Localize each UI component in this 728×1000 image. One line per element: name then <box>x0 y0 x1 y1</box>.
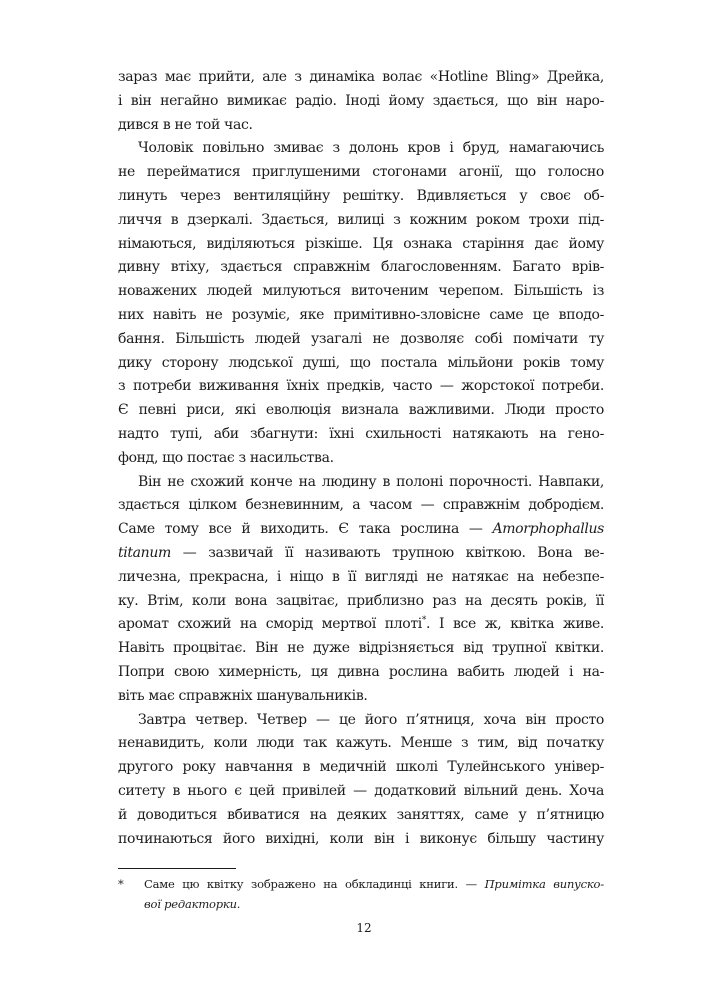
text-line: віть має справжніх шанувальників. <box>118 687 368 704</box>
text-line: ку. Втім, коли вона зацвітає, приблизно раз на десять років, її <box>118 592 604 609</box>
footnote-divider <box>118 868 236 869</box>
footnote-line <box>118 894 604 914</box>
plant-name-italic: titanum <box>118 544 171 561</box>
text-line: Він не схожий конче на людину в полоні порочності. Навпаки, <box>138 473 604 490</box>
body-text <box>118 66 604 851</box>
text-line: здається цілком безневинним, а часом — справжнім добродієм. <box>118 497 604 514</box>
text-line: линуть через вентиляційну решітку. Вдивляється у своє об- <box>118 187 604 204</box>
text-line: з потреби виживання їхніх предків, часто — жорстокої потреби. <box>118 378 604 395</box>
footnote-attribution: вої редакторки. <box>144 897 241 911</box>
text-line: дику сторону людської душі, що постала мільйони років тому <box>118 354 604 371</box>
text-line: зараз має прийти, але з динаміка волає «Hotline Bling» Дрейка, <box>118 69 604 85</box>
text-line: Чоловік повільно змиває з долонь кров і бруд, намагаючись <box>138 140 604 157</box>
text-line <box>118 542 604 566</box>
text-line: личчя в дзеркалі. Здається, вилиці з кожним роком трохи під- <box>118 211 604 228</box>
text-segment: — зазвичай її називають трупною квіткою. Вона ве- <box>182 544 604 561</box>
text-line: і він негайно вимикає радіо. Іноді йому здається, що він наро- <box>118 92 604 109</box>
text-line: починаються його вихідні, коли він і виконує більшу частину <box>118 830 604 847</box>
text-segment: аромат схожий на сморід мертвої плоті <box>118 616 422 633</box>
text-line: личезна, прекрасна, і ніщо в її вигляді не натякає на небезпе- <box>118 568 604 585</box>
text-line: новажених людей милуються виточеним черепом. Більшість із <box>118 283 604 300</box>
text-line: бання. Більшість людей узагалі не дозволяє собі помічати ту <box>118 330 604 347</box>
text-line: другого року навчання в медичній школі Тулейнського універ- <box>118 759 604 776</box>
text-line: дився в не той час. <box>118 116 253 133</box>
text-segment: . І все ж, квітка живе. <box>426 616 604 633</box>
text-line: фонд, що постає з насильства. <box>118 449 334 466</box>
footnote-text: Саме цю квітку зображено на обкладинці книги. — <box>144 877 477 891</box>
footnote-attribution: Примітка випуско- <box>484 877 604 891</box>
text-line: Попри свою химерність, ця дивна рослина вабить людей і на- <box>118 663 604 680</box>
text-line: Є певні риси, які еволюція визнала важливими. Люди просто <box>118 402 604 419</box>
text-line: дивну втіху, здається справжнім благословенням. Багато врів- <box>118 259 604 276</box>
text-line: Завтра четвер. Четвер — це його п’ятниця, хоча він просто <box>138 711 604 728</box>
text-line <box>118 518 604 542</box>
text-line: німаються, виділяються різкіше. Ця ознака старіння дає йому <box>118 235 604 252</box>
footnote-reference[interactable]: * <box>421 615 427 626</box>
text-line: не перейматися приглушеними стогонами агонії, що голосно <box>118 164 604 181</box>
plant-name-italic: Amorphophallus <box>492 521 604 538</box>
text-line: надто тупі, аби збагнути: їхні схильності натякають на гено- <box>118 425 604 442</box>
text-line: Навіть процвітає. Він не дуже відрізняється від трупної квітки. <box>118 640 604 657</box>
text-line: ситету в нього є цей привілей — додатковий вільний день. Хоча <box>118 782 604 799</box>
text-line: й доводиться вбиватися на деяких заняттях, саме у п’ятницю <box>118 806 604 823</box>
footnote-line <box>118 874 604 894</box>
footnote <box>118 874 604 914</box>
text-line: них навіть не розуміє, яке примітивно-зловісне саме це вподо- <box>118 306 604 323</box>
footnote-marker: * <box>118 877 124 891</box>
text-line: ненавидить, коли люди так кажуть. Менше з тим, від початку <box>118 735 604 752</box>
text-line <box>118 613 604 637</box>
page-number: 12 <box>356 921 372 935</box>
text-segment: Саме тому все й виходить. Є така рослина — <box>118 521 483 538</box>
